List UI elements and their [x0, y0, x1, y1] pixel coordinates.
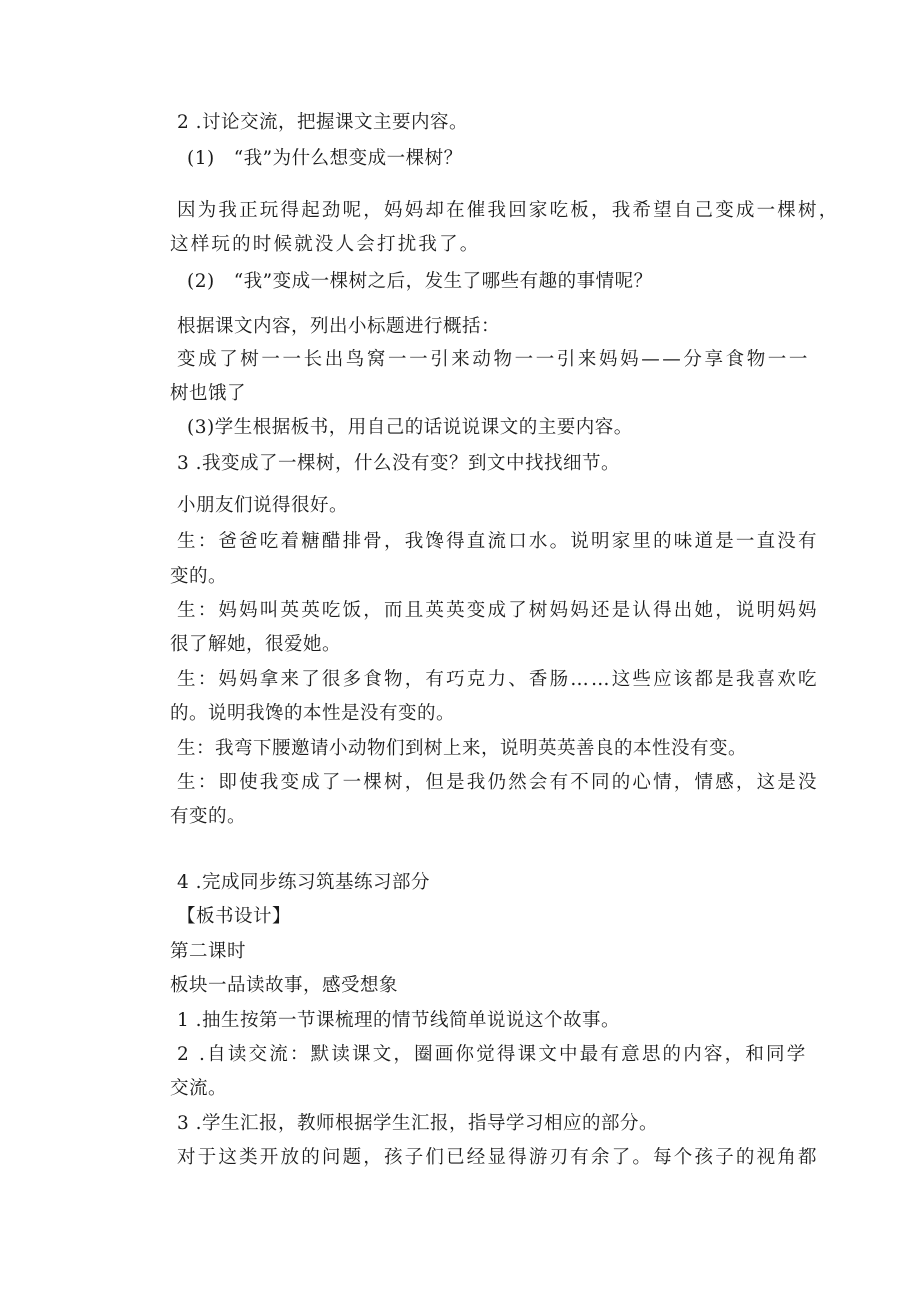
- student-answer-4: 生：我弯下腰邀请小动物们到树上来，说明英英善良的本性没有变。: [177, 738, 748, 759]
- teacher-remark: 小朋友们说得很好。: [177, 495, 349, 516]
- section-heading-2: 2 .讨论交流，把握课文主要内容。: [177, 112, 469, 133]
- lesson-title: 第二课时: [170, 941, 247, 962]
- subtitle-chain-line-2: 树也饿了: [170, 383, 247, 404]
- student-answer-2-line-2: 很了解她，很爱她。: [170, 634, 342, 655]
- step-3: 3 .学生汇报，教师根据学生汇报，指导学习相应的部分。: [177, 1113, 659, 1134]
- board-design-heading: 【板书设计】: [177, 906, 292, 927]
- student-answer-1-line-2: 变的。: [170, 566, 228, 587]
- student-answer-2-line-1: 生：妈妈叫英英吃饭，而且英英变成了树妈妈还是认得出她，说明妈妈: [177, 600, 819, 621]
- student-answer-5-line-1: 生：即使我变成了一棵树，但是我仍然会有不同的心情，情感，这是没: [177, 772, 819, 793]
- section-heading-4: 4 .完成同步练习筑基练习部分: [177, 872, 431, 893]
- reflection-line-1: 对于这类开放的问题，孩子们已经显得游刃有余了。每个孩子的视角都: [177, 1147, 819, 1168]
- step-1: 1 .抽生按第一节课梳理的情节线简单说说这个故事。: [177, 1010, 621, 1031]
- step-2-line-1: 2 .自读交流：默读课文，圈画你觉得课文中最有意思的内容，和同学: [177, 1044, 808, 1065]
- question-3: (3)学生根据板书，用自己的话说说课文的主要内容。: [187, 417, 633, 438]
- question-1: (1) “我”为什么想变成一棵树？: [187, 148, 463, 169]
- subtitle-chain-line-1: 变成了树一一长出鸟窝一一引来动物一一引来妈妈——分享食物一一: [177, 349, 811, 370]
- section-heading-3: 3 .我变成了一棵树，什么没有变？到文中找找细节。: [177, 453, 621, 474]
- block-title: 板块一品读故事，感受想象: [170, 975, 399, 996]
- step-2-line-2: 交流。: [170, 1078, 228, 1099]
- student-answer-3-line-2: 的。说明我馋的本性是没有变的。: [170, 703, 456, 724]
- question-2: (2) “我”变成一棵树之后，发生了哪些有趣的事情呢？: [187, 271, 653, 292]
- student-answer-5-line-2: 有变的。: [170, 806, 247, 827]
- student-answer-3-line-1: 生：妈妈拿来了很多食物，有巧克力、香肠……这些应该都是我喜欢吃: [177, 669, 819, 690]
- answer-1-line-1: 因为我正玩得起劲呢，妈妈却在催我回家吃板，我希望自己变成一棵树，: [177, 200, 840, 221]
- summary-instruction: 根据课文内容，列出小标题进行概括：: [177, 316, 501, 337]
- student-answer-1-line-1: 生：爸爸吃着糖醋排骨，我馋得直流口水。说明家里的味道是一直没有: [177, 531, 819, 552]
- answer-1-line-2: 这样玩的时候就没人会打扰我了。: [170, 234, 481, 255]
